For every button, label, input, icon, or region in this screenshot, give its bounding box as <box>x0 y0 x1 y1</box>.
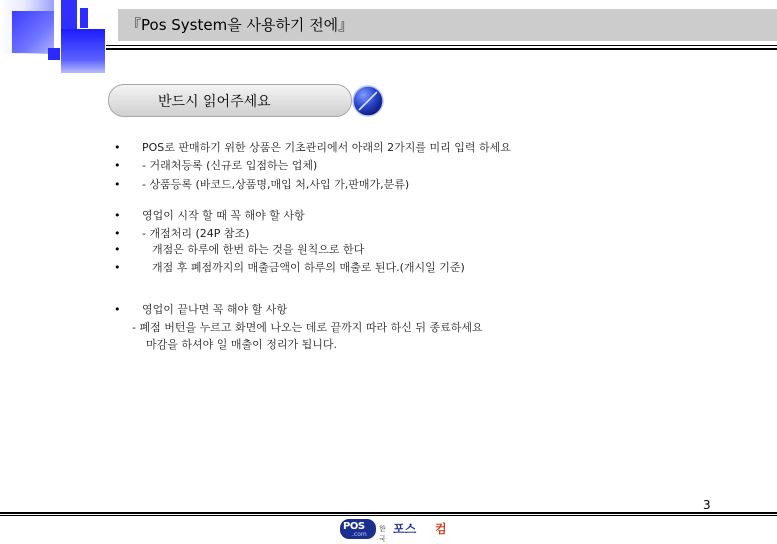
section1-line3: - 상품등록 (바코드,상품명,매입 처,사입 가,판매가,분류) <box>142 178 410 191</box>
section3-line2: - 폐점 버턴을 누르고 화면에 나오는 데로 끝까지 따라 하신 뒤 종료하세요 <box>132 321 483 334</box>
section2-line4: 개점 후 폐점까지의 매출금액이 하루의 매출로 된다.(개시일 기준) <box>152 261 465 274</box>
section1-line1: POS로 판매하기 위한 상품은 기초관리에서 아래의 2가지를 미리 입력 하세요 <box>142 141 511 154</box>
bullet: • <box>114 243 121 256</box>
blue-disc-slash-icon <box>351 84 385 118</box>
notice-title: 반드시 읽어주세요 <box>158 94 271 110</box>
header-rule-thick <box>106 48 777 50</box>
section2-line1: 영업이 시작 할 때 꼭 해야 할 사항 <box>142 209 305 222</box>
section2-line3: 개점은 하루에 한번 하는 것을 원칙으로 한다 <box>152 243 365 256</box>
bullet: • <box>114 209 121 222</box>
page-number: 3 <box>703 498 711 512</box>
logo-small-text: 한국 <box>379 525 386 543</box>
bullet: • <box>114 303 121 316</box>
bullet: • <box>114 178 121 191</box>
footer-rule <box>0 515 777 516</box>
logo-brand-text: 포스 <box>393 522 417 536</box>
section2-line2: - 개점처리 (24P 참조) <box>142 227 250 240</box>
bullet: • <box>114 261 121 274</box>
logo-pos-badge <box>340 519 376 539</box>
decor-square-gradient <box>61 29 105 73</box>
section3-line1: 영업이 끝나면 꼭 해야 할 사항 <box>142 303 287 316</box>
decor-bar-small <box>80 8 88 28</box>
logo-com-text: 컴 <box>435 522 447 536</box>
bullet: • <box>114 159 121 172</box>
logo-dotcom-text: .com <box>352 531 367 538</box>
decor-square-small <box>48 48 60 60</box>
logo-pos-text: POS <box>343 521 365 532</box>
footer-rule-thick <box>0 512 777 514</box>
section1-line2: - 거래처등록 (신규로 입점하는 업체) <box>142 159 318 172</box>
bullet: • <box>114 227 121 240</box>
bullet: • <box>114 141 121 154</box>
decor-square-blue <box>12 11 54 53</box>
section3-line3: 마감을 하셔야 일 매출이 정리가 됩니다. <box>146 338 337 351</box>
header-rule <box>106 45 777 46</box>
page-title: 『Pos System을 사용하기 전에』 <box>126 16 354 34</box>
